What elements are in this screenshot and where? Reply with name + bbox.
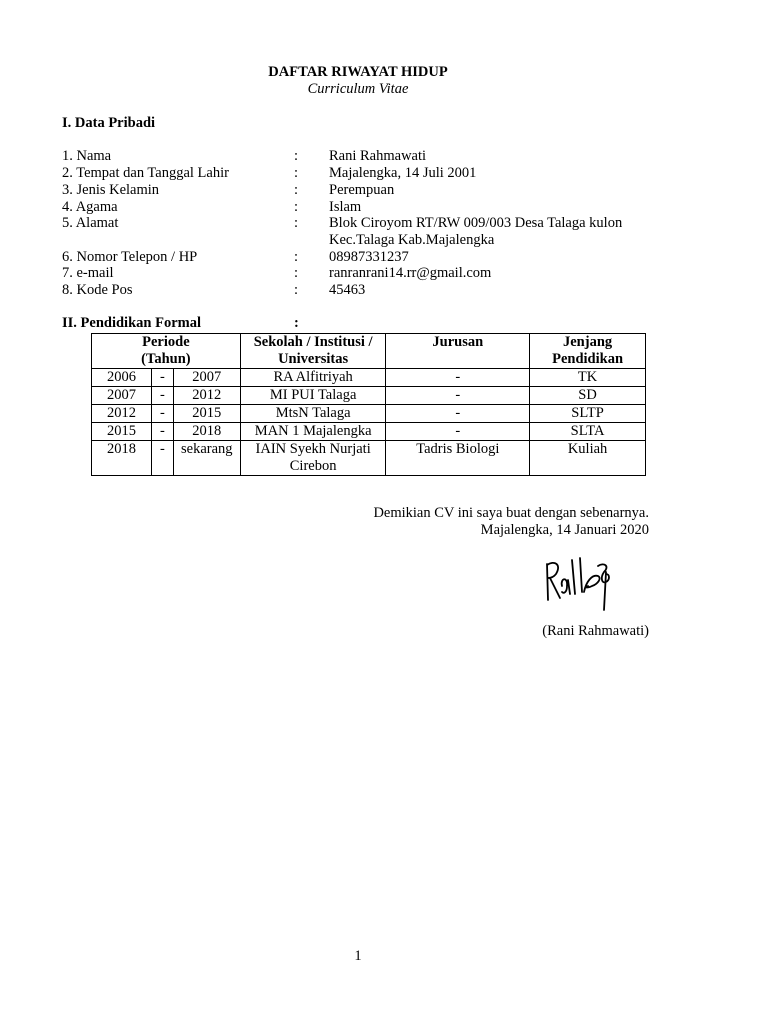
- cell-school: MAN 1 Majalengka: [240, 423, 386, 441]
- personal-colon: :: [294, 249, 299, 265]
- table-row: [92, 405, 646, 423]
- personal-value: Kec.Talaga Kab.Majalengka: [329, 232, 495, 248]
- cell-dash: -: [151, 441, 173, 476]
- cell-start-year: 2006: [92, 369, 152, 387]
- cell-school-line2: Cirebon: [289, 458, 337, 474]
- header-school-line1: Sekolah / Institusi /: [253, 334, 373, 350]
- cell-start-year: 2018: [92, 441, 152, 476]
- cell-end-year: 2015: [173, 405, 240, 423]
- cell-dash: -: [151, 387, 173, 405]
- personal-label: 4. Agama: [62, 199, 118, 215]
- personal-value: Majalengka, 14 Juli 2001: [329, 165, 477, 181]
- personal-value: Perempuan: [329, 182, 395, 198]
- personal-value: 45463: [329, 282, 366, 298]
- personal-value: Rani Rahmawati: [329, 148, 427, 164]
- document-title: DAFTAR RIWAYAT HIDUP: [268, 64, 448, 80]
- section-personal-heading: I. Data Pribadi: [62, 115, 156, 131]
- personal-label: 2. Tempat dan Tanggal Lahir: [62, 165, 229, 181]
- cell-level: Kuliah: [530, 441, 646, 476]
- personal-value: ranranrani14.rr@gmail.com: [329, 265, 492, 281]
- header-school: [240, 334, 386, 369]
- cell-end-year: 2018: [173, 423, 240, 441]
- page-number: 1: [354, 948, 362, 964]
- cell-start-year: 2007: [92, 387, 152, 405]
- personal-colon: :: [294, 148, 299, 164]
- cell-level: SLTP: [530, 405, 646, 423]
- cell-school: MtsN Talaga: [240, 405, 386, 423]
- header-level-line2: Pendidikan: [552, 351, 624, 367]
- cell-dash: -: [151, 405, 173, 423]
- personal-label: 7. e-mail: [62, 265, 114, 281]
- cell-school: MI PUI Talaga: [240, 387, 386, 405]
- table-row: [92, 369, 646, 387]
- cell-start-year: 2015: [92, 423, 152, 441]
- header-school-line2: Universitas: [278, 351, 349, 367]
- cell-end-year: 2007: [173, 369, 240, 387]
- header-periode-line2: (Tahun): [141, 351, 191, 367]
- section-education-heading: II. Pendidikan Formal: [62, 315, 201, 331]
- table-row: [92, 423, 646, 441]
- cell-school: RA Alfitriyah: [240, 369, 386, 387]
- personal-colon: :: [294, 215, 299, 231]
- header-periode: [92, 334, 241, 369]
- cell-level: TK: [530, 369, 646, 387]
- header-level-line1: Jenjang: [562, 334, 613, 350]
- cell-school: [240, 441, 386, 476]
- personal-colon: :: [294, 265, 299, 281]
- table-row: [92, 387, 646, 405]
- personal-value: 08987331237: [329, 249, 409, 265]
- cell-end-year: sekarang: [173, 441, 240, 476]
- personal-colon: :: [294, 182, 299, 198]
- closing-place-date: Majalengka, 14 Januari 2020: [480, 522, 649, 538]
- cell-major: -: [386, 423, 530, 441]
- cell-major: -: [386, 387, 530, 405]
- personal-label: 3. Jenis Kelamin: [62, 182, 160, 198]
- cell-level: SD: [530, 387, 646, 405]
- table-row: [92, 441, 646, 476]
- personal-label: 6. Nomor Telepon / HP: [62, 249, 198, 265]
- cell-end-year: 2012: [173, 387, 240, 405]
- cell-major: Tadris Biologi: [386, 441, 530, 476]
- section-education-colon: :: [294, 315, 299, 331]
- header-major: Jurusan: [386, 334, 530, 369]
- cell-school-line1: IAIN Syekh Nurjati: [255, 441, 371, 457]
- personal-value: Blok Ciroyom RT/RW 009/003 Desa Talaga kulon: [329, 215, 623, 231]
- personal-colon: :: [294, 165, 299, 181]
- closing-statement: Demikian CV ini saya buat dengan sebenarnya.: [373, 505, 649, 521]
- personal-colon: :: [294, 282, 299, 298]
- cell-start-year: 2012: [92, 405, 152, 423]
- table-header-row: [92, 334, 646, 369]
- document-subtitle: Curriculum Vitae: [307, 81, 409, 97]
- personal-label: 5. Alamat: [62, 215, 119, 231]
- personal-label: 1. Nama: [62, 148, 112, 164]
- personal-colon: :: [294, 199, 299, 215]
- personal-label: 8. Kode Pos: [62, 282, 133, 298]
- header-level: [530, 334, 646, 369]
- signatory-name: (Rani Rahmawati): [542, 623, 649, 639]
- cell-major: -: [386, 405, 530, 423]
- cell-dash: -: [151, 423, 173, 441]
- signature-image: [540, 552, 622, 614]
- cell-dash: -: [151, 369, 173, 387]
- header-periode-line1: Periode: [142, 334, 190, 350]
- education-table: [91, 333, 646, 476]
- cell-level: SLTA: [530, 423, 646, 441]
- personal-value: Islam: [329, 199, 362, 215]
- cell-major: -: [386, 369, 530, 387]
